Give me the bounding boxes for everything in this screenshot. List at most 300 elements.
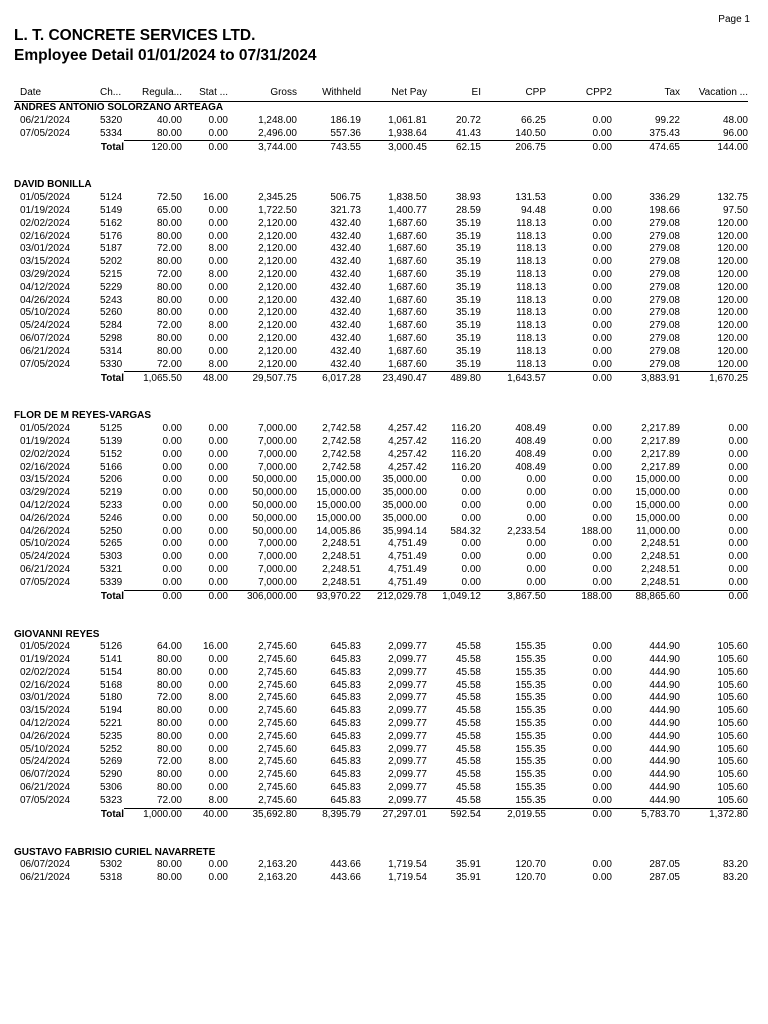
cell-stat: 0.00 [208,499,228,511]
cell-tax: 279.08 [649,307,680,319]
cell-tax: 444.90 [649,718,680,730]
cell-gross: 2,345.25 [258,192,297,204]
table-row [14,795,748,808]
cell-cpp2: 0.00 [592,256,612,268]
cell-stat: 0.00 [208,204,228,216]
table-row [14,782,748,795]
cell-vacation: 105.60 [717,641,748,653]
cell-cheque: 5206 [100,474,123,486]
cell-cpp: 94.48 [520,204,546,216]
cell-tax: 2,217.89 [641,423,680,435]
cell-gross: 2,120.00 [228,359,297,372]
cell-vacation: 83.20 [722,872,748,884]
cell-withheld: 432.40 [330,230,361,242]
table-row [14,859,748,872]
employee-name: ANDRES ANTONIO SOLORZANO ARTEAGA [14,102,224,113]
cell-withheld: 432.40 [297,359,361,372]
cell-withheld: 2,742.58 [322,448,361,460]
cell-withheld: 432.40 [330,256,361,268]
total-cpp: 206.75 [515,141,546,153]
cell-cpp2: 0.00 [592,769,612,781]
cell-net-pay: 2,099.77 [388,743,427,755]
cell-cpp: 118.13 [516,332,546,344]
cell-withheld: 645.83 [297,795,361,808]
cell-vacation: 83.20 [722,859,748,871]
total-withheld: 743.55 [330,141,361,153]
cell-cheque: 5139 [100,435,123,447]
cell-cpp2: 0.00 [592,782,612,794]
section-spacer [14,605,748,629]
cell-gross: 2,120.00 [258,281,297,293]
cell-cpp2: 0.00 [592,679,612,691]
cell-regular: 72.00 [156,692,182,704]
cell-cheque: 5290 [100,769,123,781]
cell-tax: 11,000.00 [636,525,680,537]
cell-stat: 0.00 [208,654,228,666]
cell-date: 04/26/2024 [20,525,71,537]
cell-date: 06/21/2024 [20,782,71,794]
cell-ei: 35.19 [455,217,481,229]
cell-cpp2: 0.00 [592,243,612,255]
total-vacation: 1,670.25 [709,372,748,384]
cell-cpp2: 0.00 [592,512,612,524]
cell-gross: 2,120.00 [258,256,297,268]
cell-vacation: 105.60 [717,743,748,755]
cell-tax: 15,000.00 [635,474,680,486]
cell-date: 07/05/2024 [20,358,71,370]
cell-date: 02/16/2024 [20,679,71,691]
cell-cheque: 5126 [100,641,123,653]
cell-cpp: 155.35 [515,705,546,717]
cell-net-pay: 1,687.60 [388,307,427,319]
column-header-cpp2: CPP2 [546,86,612,102]
table-row [14,333,748,346]
employee-name: DAVID BONILLA [14,179,92,191]
cell-stat: 0.00 [208,666,228,678]
cell-date: 03/29/2024 [20,487,71,499]
cell-withheld: 2,742.58 [322,435,361,447]
cell-withheld: 432.40 [330,217,361,229]
cell-tax: 444.90 [649,679,680,691]
cell-regular: 0.00 [162,499,182,511]
table-row [14,423,748,436]
cell-regular: 0.00 [162,538,182,550]
cell-gross: 2,163.20 [258,872,297,884]
cell-cpp: 131.53 [515,192,546,204]
cell-vacation: 0.00 [728,538,748,550]
cell-date: 05/10/2024 [20,538,71,550]
cell-cheque: 5180 [100,692,123,704]
cell-cheque: 5246 [100,512,123,524]
cell-vacation: 0.00 [728,474,748,486]
cell-date: 03/15/2024 [20,474,71,486]
cell-vacation: 105.60 [717,718,748,730]
table-row [14,295,748,308]
cell-date: 06/07/2024 [20,769,71,781]
cell-date: 03/29/2024 [20,268,71,280]
report-title: Employee Detail 01/01/2024 to 07/31/2024 [14,47,317,64]
cell-withheld: 15,000.00 [316,512,361,524]
cell-net-pay: 2,099.77 [388,666,427,678]
table-row [14,449,748,462]
cell-regular: 80.00 [156,230,182,242]
cell-cpp: 2,233.54 [507,525,546,537]
total-net-pay: 3,000.45 [388,141,427,153]
cell-net-pay: 1,687.60 [388,268,427,280]
cell-date: 04/12/2024 [20,281,71,293]
cell-cpp2: 0.00 [546,359,612,372]
table-row [14,769,748,782]
employee-name-row [14,847,748,860]
cell-ei: 584.32 [450,525,481,537]
cell-regular: 0.00 [162,448,182,460]
cell-date: 03/15/2024 [20,705,71,717]
cell-cpp: 155.35 [515,718,546,730]
cell-withheld: 432.40 [330,294,361,306]
cell-regular: 80.00 [156,294,182,306]
cell-ei: 45.58 [455,692,481,704]
cell-regular: 0.00 [162,525,182,537]
cell-cheque: 5187 [100,243,123,255]
cell-cpp2: 0.00 [546,795,612,808]
cell-cpp2: 0.00 [592,730,612,742]
cell-ei: 41.43 [427,128,481,141]
cell-vacation: 48.00 [722,114,748,126]
cell-regular: 0.00 [124,577,182,590]
cell-net-pay: 1,687.60 [388,256,427,268]
cell-stat: 8.00 [208,692,228,704]
cell-cpp: 408.49 [515,435,546,447]
cell-cpp2: 0.00 [592,487,612,499]
employee-name-row [14,102,748,115]
cell-date: 01/19/2024 [20,435,71,447]
cell-gross: 2,745.60 [258,743,297,755]
cell-regular: 80.00 [156,281,182,293]
cell-gross: 2,745.60 [258,654,297,666]
cell-stat: 0.00 [208,461,228,473]
cell-cpp2: 0.00 [592,114,612,126]
total-net-pay: 23,490.47 [382,372,427,384]
cell-tax: 444.90 [649,705,680,717]
cell-ei: 45.58 [455,718,481,730]
table-row [14,320,748,333]
cell-tax: 279.08 [649,256,680,268]
cell-tax: 2,248.51 [641,551,680,563]
cell-stat: 0.00 [208,345,228,357]
cell-cpp: 0.00 [481,577,546,590]
cell-vacation: 105.60 [717,730,748,742]
cell-date: 01/05/2024 [20,423,71,435]
cell-gross: 2,745.60 [258,641,297,653]
cell-tax: 279.08 [649,230,680,242]
cell-withheld: 432.40 [330,281,361,293]
cell-stat: 0.00 [208,769,228,781]
cell-cheque: 5235 [100,730,123,742]
employee-name: GUSTAVO FABRISIO CURIEL NAVARRETE [14,846,216,858]
cell-withheld: 14,005.86 [316,525,361,537]
cell-regular: 80.00 [156,769,182,781]
cell-gross: 2,120.00 [258,243,297,255]
cell-stat: 0.00 [208,512,228,524]
total-vacation: 1,372.80 [709,809,748,821]
cell-cheque: 5260 [100,307,123,319]
cell-regular: 80.00 [156,743,182,755]
table-row [14,564,748,577]
cell-ei: 45.58 [455,666,481,678]
table-row [14,872,748,885]
cell-cpp: 0.00 [526,538,546,550]
cell-regular: 64.00 [156,641,182,653]
cell-gross: 2,120.00 [258,332,297,344]
cell-stat: 0.00 [208,730,228,742]
cell-cheque: 5149 [100,204,123,216]
cell-cpp: 118.13 [481,359,546,372]
cell-cheque: 5176 [100,230,123,242]
cell-stat: 0.00 [208,332,228,344]
cell-gross: 50,000.00 [252,487,297,499]
cell-cheque: 5323 [100,795,123,807]
table-row [14,705,748,718]
cell-cpp: 66.25 [520,114,546,126]
cell-tax: 279.08 [649,332,680,344]
cell-stat: 0.00 [208,256,228,268]
cell-date: 01/19/2024 [20,204,71,216]
cell-withheld: 506.75 [330,192,361,204]
cell-regular: 0.00 [162,474,182,486]
total-ei: 489.80 [450,372,481,384]
cell-tax: 279.08 [612,359,680,372]
table-row [14,641,748,654]
cell-vacation: 0.00 [728,563,748,575]
cell-stat: 8.00 [208,756,228,768]
cell-tax: 279.08 [649,345,680,357]
cell-cheque: 5233 [100,499,123,511]
cell-regular: 72.00 [156,320,182,332]
cell-tax: 444.90 [649,756,680,768]
cell-cpp: 118.13 [516,320,546,332]
cell-regular: 72.00 [156,756,182,768]
cell-cheque: 5265 [100,538,123,550]
cell-ei: 45.58 [427,795,481,808]
cell-stat: 0.00 [208,448,228,460]
cell-withheld: 2,742.58 [322,423,361,435]
cell-stat: 0.00 [208,743,228,755]
cell-cpp2: 0.00 [592,756,612,768]
cell-ei: 35.19 [455,332,481,344]
cell-net-pay: 4,751.49 [388,551,427,563]
cell-withheld: 432.40 [330,345,361,357]
cell-cheque: 5168 [100,679,123,691]
cell-stat: 0.00 [208,217,228,229]
total-withheld: 6,017.28 [322,372,361,384]
cell-cheque: 5284 [100,320,123,332]
cell-cpp: 155.35 [515,730,546,742]
cell-regular: 80.00 [156,872,182,884]
cell-net-pay: 1,400.77 [388,204,427,216]
cell-net-pay: 1,687.60 [388,320,427,332]
cell-withheld: 645.83 [330,692,361,704]
total-tax: 474.65 [649,141,680,153]
cell-tax: 15,000.00 [635,487,680,499]
cell-cpp: 118.13 [516,345,546,357]
cell-date: 02/16/2024 [20,461,71,473]
cell-withheld: 645.83 [330,679,361,691]
cell-regular: 80.00 [156,859,182,871]
employee-name: FLOR DE M REYES-VARGAS [14,410,152,422]
cell-gross: 2,120.00 [258,230,297,242]
cell-stat: 0.00 [208,435,228,447]
cell-cpp: 155.35 [515,769,546,781]
cell-cpp: 155.35 [515,654,546,666]
cell-cpp2: 0.00 [592,461,612,473]
cell-cpp2: 0.00 [592,718,612,730]
cell-withheld: 2,248.51 [297,577,361,590]
cell-cpp2: 0.00 [592,551,612,563]
cell-ei: 35.19 [455,243,481,255]
cell-ei: 116.20 [451,461,481,473]
table-row [14,256,748,269]
cell-net-pay: 35,994.14 [382,525,427,537]
cell-gross: 50,000.00 [252,474,297,486]
cell-regular: 80.00 [156,718,182,730]
column-header-withheld: Withheld [297,86,361,102]
cell-cpp: 120.70 [515,859,546,871]
cell-cpp2: 0.00 [592,641,612,653]
total-gross: 3,744.00 [258,141,297,153]
cell-vacation: 0.00 [728,525,748,537]
cell-cpp2: 0.00 [592,538,612,550]
cell-cpp: 120.70 [515,872,546,884]
cell-tax: 2,248.51 [612,577,680,590]
cell-date: 03/01/2024 [20,692,71,704]
cell-ei: 45.58 [455,641,481,653]
cell-cpp: 155.35 [515,743,546,755]
total-tax: 5,783.70 [641,809,680,821]
total-regular: 1,065.50 [143,372,182,384]
cell-stat: 8.00 [208,243,228,255]
cell-tax: 444.90 [649,666,680,678]
table-row [14,282,748,295]
cell-date: 01/19/2024 [20,654,71,666]
total-ei: 592.54 [450,809,481,821]
cell-cheque: 5152 [100,448,123,460]
cell-regular: 80.00 [124,128,182,141]
cell-gross: 7,000.00 [258,538,297,550]
cell-cpp2: 0.00 [592,281,612,293]
cell-date: 06/07/2024 [20,332,71,344]
cell-net-pay: 4,257.42 [388,448,427,460]
cell-vacation: 96.00 [680,128,748,141]
cell-net-pay: 2,099.77 [388,782,427,794]
cell-cpp: 118.13 [516,230,546,242]
cell-vacation: 105.60 [717,654,748,666]
cell-cheque: 5154 [100,666,123,678]
cell-date: 06/21/2024 [20,114,71,126]
cell-ei: 35.19 [455,256,481,268]
total-stat: 40.00 [202,809,228,821]
column-header-regular: Regula... [124,86,182,102]
cell-stat: 0.00 [208,718,228,730]
cell-regular: 80.00 [156,345,182,357]
cell-date: 05/24/2024 [20,320,71,332]
cell-cpp2: 0.00 [592,872,612,884]
table-body [14,102,748,886]
cell-gross: 2,745.60 [258,782,297,794]
cell-ei: 45.58 [455,679,481,691]
cell-cpp2: 0.00 [592,563,612,575]
cell-cpp: 155.35 [515,666,546,678]
cell-gross: 2,745.60 [258,692,297,704]
cell-date: 04/12/2024 [20,499,71,511]
cell-date: 01/05/2024 [20,192,71,204]
column-header-vacation: Vacation ... [680,86,748,102]
cell-stat: 0.00 [208,782,228,794]
cell-cheque: 5124 [100,192,123,204]
cell-cpp2: 0.00 [592,692,612,704]
cell-tax: 287.05 [649,872,680,884]
total-stat: 0.00 [208,141,228,153]
cell-cheque: 5334 [100,127,123,139]
cell-ei: 0.00 [461,563,481,575]
total-cpp2: 0.00 [592,141,612,153]
cell-cpp2: 0.00 [592,423,612,435]
cell-cpp: 408.49 [515,461,546,473]
cell-cheque: 5302 [100,859,123,871]
cell-withheld: 2,248.51 [322,538,361,550]
table-row [14,205,748,218]
employee-name-row [14,410,748,423]
cell-date: 02/02/2024 [20,448,71,460]
cell-cpp2: 0.00 [592,474,612,486]
cell-cheque: 5250 [100,525,123,537]
cell-withheld: 645.83 [330,769,361,781]
cell-gross: 7,000.00 [258,461,297,473]
cell-stat: 0.00 [208,859,228,871]
cell-cpp: 408.49 [515,423,546,435]
cell-vacation: 132.75 [717,192,748,204]
cell-gross: 2,745.60 [258,718,297,730]
cell-tax: 2,217.89 [641,461,680,473]
cell-regular: 0.00 [162,461,182,473]
cell-net-pay: 4,751.49 [388,538,427,550]
cell-tax: 2,248.51 [641,563,680,575]
employee-name: GIOVANNI REYES [14,628,100,640]
cell-cpp: 155.35 [515,782,546,794]
cell-ei: 20.72 [455,114,481,126]
cell-vacation: 105.60 [717,769,748,781]
cell-ei: 38.93 [455,192,481,204]
cell-gross: 2,745.60 [258,666,297,678]
page-number: Page 1 [718,14,750,25]
column-header-ei: EI [427,86,481,102]
cell-regular: 80.00 [156,782,182,794]
table-row [14,577,748,590]
cell-cpp: 118.13 [516,268,546,280]
cell-cpp: 118.13 [516,294,546,306]
cell-cpp: 0.00 [526,551,546,563]
total-net-pay: 27,297.01 [382,809,427,821]
cell-cpp2: 0.00 [592,666,612,678]
cell-cpp: 118.13 [516,281,546,293]
table-row [14,513,748,526]
total-gross: 306,000.00 [246,591,297,603]
cell-net-pay: 35,000.00 [382,512,427,524]
cell-regular: 80.00 [156,679,182,691]
cell-gross: 50,000.00 [252,512,297,524]
cell-vacation: 120.00 [717,230,748,242]
cell-ei: 0.00 [461,474,481,486]
cell-cheque: 5219 [100,487,123,499]
